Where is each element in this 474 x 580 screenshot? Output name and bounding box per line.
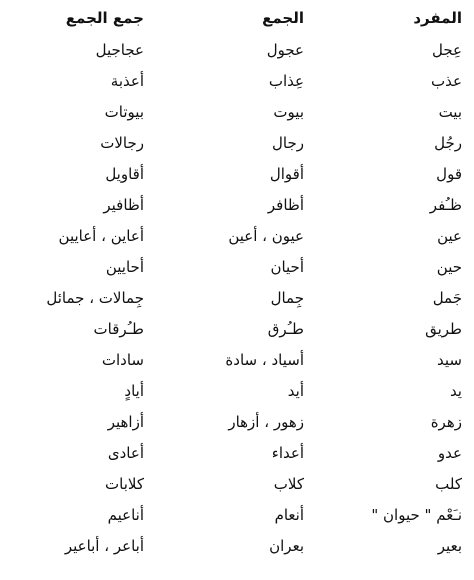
- table-row: [0, 286, 474, 316]
- cell-plural: أيد: [287, 382, 304, 400]
- cell-singular: عِجل: [432, 41, 462, 59]
- cell-plural: عيون ، أعين: [228, 227, 304, 245]
- cell-singular: قول: [436, 165, 462, 183]
- cell-singular: رجُل: [434, 134, 462, 152]
- cell-plural-of-plural: أيادٍ: [124, 382, 144, 400]
- cell-plural-of-plural: أقاويل: [105, 165, 144, 183]
- header-plural-of-plural: جمع الجمع: [65, 9, 144, 27]
- cell-plural-of-plural: بيوتات: [104, 103, 144, 121]
- cell-plural: أظافر: [267, 196, 304, 214]
- table-row: [0, 472, 474, 502]
- table-row: [0, 38, 474, 68]
- cell-plural: بعران: [269, 537, 304, 555]
- cell-plural: عِذاب: [268, 72, 304, 90]
- cell-plural: أعداء: [271, 444, 304, 462]
- cell-plural-of-plural: سادات: [101, 351, 144, 369]
- header-singular: المفرد: [413, 9, 462, 27]
- cell-singular: نـَعْم " حيوان ": [371, 506, 462, 524]
- cell-singular: زهرة: [430, 413, 462, 431]
- cell-plural: أحيان: [270, 258, 304, 276]
- table-row: [0, 162, 474, 192]
- cell-plural: عجول: [266, 41, 304, 59]
- table-header-row: [0, 6, 474, 36]
- table-row: [0, 100, 474, 130]
- cell-plural: أقوال: [269, 165, 304, 183]
- cell-singular: سيد: [437, 351, 462, 369]
- cell-singular: يد: [449, 382, 462, 400]
- cell-plural-of-plural: أباعر ، أباعير: [64, 537, 144, 555]
- cell-plural-of-plural: أحايين: [105, 258, 144, 276]
- table-row: [0, 379, 474, 409]
- table-row: [0, 441, 474, 471]
- cell-singular: طريق: [425, 320, 462, 338]
- cell-plural: أنعام: [274, 506, 304, 524]
- table-row: [0, 193, 474, 223]
- cell-plural-of-plural: أعذبة: [110, 72, 144, 90]
- cell-plural-of-plural: كلابات: [105, 475, 144, 493]
- table-row: [0, 348, 474, 378]
- cell-plural-of-plural: أعاين ، أعايين: [58, 227, 144, 245]
- header-plural: الجمع: [262, 9, 304, 27]
- cell-singular: عدو: [437, 444, 462, 462]
- cell-plural-of-plural: أعادى: [107, 444, 144, 462]
- cell-plural-of-plural: عجاجيل: [95, 41, 144, 59]
- cell-singular: جَمل: [432, 289, 462, 307]
- cell-plural-of-plural: رجالات: [100, 134, 144, 152]
- cell-plural-of-plural: أناعيم: [107, 506, 144, 524]
- cell-plural: رجال: [272, 134, 304, 152]
- cell-plural: طـُرق: [267, 320, 304, 338]
- table-row: [0, 503, 474, 533]
- cell-plural: زهور ، أزهار: [228, 413, 304, 431]
- cell-plural-of-plural: جِمالات ، جمائل: [46, 289, 144, 307]
- table-row: [0, 69, 474, 99]
- cell-plural: كلاب: [273, 475, 304, 493]
- table-row: [0, 317, 474, 347]
- cell-plural: أسياد ، سادة: [225, 351, 304, 369]
- table-row: [0, 534, 474, 564]
- cell-singular: كلب: [435, 475, 462, 493]
- cell-plural: بيوت: [273, 103, 304, 121]
- cell-singular: حين: [436, 258, 462, 276]
- table-row: [0, 255, 474, 285]
- cell-plural: جِمال: [270, 289, 304, 307]
- cell-plural-of-plural: أزاهير: [107, 413, 144, 431]
- table-row: [0, 224, 474, 254]
- cell-singular: عذب: [431, 72, 462, 90]
- table-row: [0, 410, 474, 440]
- cell-plural-of-plural: طـُرقات: [93, 320, 144, 338]
- table-row: [0, 131, 474, 161]
- cell-singular: ظـُفر: [429, 196, 462, 214]
- cell-singular: عين: [437, 227, 462, 245]
- cell-singular: بعير: [437, 537, 462, 555]
- cell-singular: بيت: [438, 103, 462, 121]
- cell-plural-of-plural: أظافير: [103, 196, 144, 214]
